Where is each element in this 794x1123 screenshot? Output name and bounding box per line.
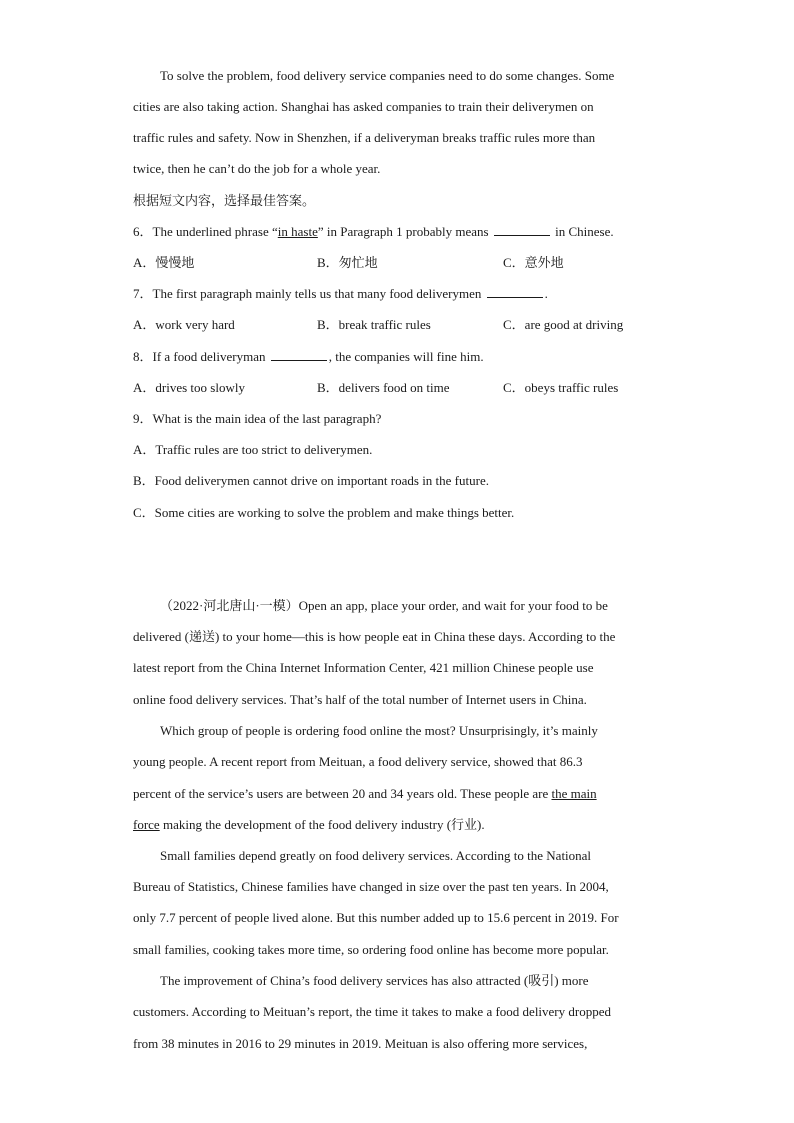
q6-underlined: in haste [277,224,318,239]
question-9: 9．What is the main idea of the last paragraph? [133,411,382,426]
passage-line: delivered (递送) to your home—this is how people eat in China these days. According to the [133,629,616,644]
question-6 [133,224,614,240]
question-7 [133,286,548,302]
underlined-phrase: the main [551,786,597,801]
passage-line [133,786,597,802]
q6-pre: 6．The underlined phrase “ [133,224,278,239]
q9-option-b: B．Food deliverymen cannot drive on important roads in the future. [133,473,489,488]
passage-line: customers. According to Meituan’s report, the time it takes to make a food delivery dropped [133,1004,611,1019]
q8-tail: , the companies will fine him. [328,349,484,364]
q8-option-c: C．obeys traffic rules [503,380,619,395]
question-8 [133,349,484,365]
q9-option-c: C．Some cities are working to solve the problem and make things better. [133,505,515,520]
q7-option-b: B．break traffic rules [317,317,431,332]
q9-option-a: A．Traffic rules are too strict to deliverymen. [133,442,373,457]
q8-option-b: B．delivers food on time [317,380,450,395]
passage-line [133,817,485,833]
passage-line: traffic rules and safety. Now in Shenzhen, if a deliveryman breaks traffic rules more than [133,130,596,145]
q7-pre: 7．The first paragraph mainly tells us that many food deliverymen [133,286,482,301]
q8-pre: 8．If a food deliveryman [133,349,266,364]
passage-line: （2022·河北唐山·一模）Open an app, place your order, and wait for your food to be [160,598,608,613]
q6-tail: in Chinese. [555,224,614,239]
q7-option-a: A．work very hard [133,317,235,332]
q8-option-a: A．drives too slowly [133,380,245,395]
q7-tail: . [544,286,548,301]
passage-line: only 7.7 percent of people lived alone. But this number added up to 15.6 percent in 2019. For [133,910,619,925]
passage-line: from 38 minutes in 2016 to 29 minutes in 2019. Meituan is also offering more services, [133,1036,588,1051]
q6-option-a: A．慢慢地 [133,255,195,270]
q7-option-c: C．are good at driving [503,317,624,332]
text-run: percent of the service’s users are between 20 and 34 years old. These people are [133,786,552,801]
passage-line: To solve the problem, food delivery service companies need to do some changes. Some [160,68,615,83]
passage-line: young people. A recent report from Meituan, a food delivery service, showed that 86.3 [133,754,583,769]
underlined-phrase: force [133,817,160,832]
passage-line: latest report from the China Internet Information Center, 421 million Chinese people use [133,660,594,675]
answer-blank [271,349,327,361]
q6-post: ” in Paragraph 1 probably means [317,224,489,239]
passage-line: The improvement of China’s food delivery services has also attracted (吸引) more [160,973,589,988]
passage-line: cities are also taking action. Shanghai has asked companies to train their deliverymen on [133,99,594,114]
text-run: making the development of the food delivery industry (行业). [159,817,485,832]
passage-line: online food delivery services. That’s half of the total number of Internet users in China. [133,692,587,707]
instruction: 根据短文内容，选择最佳答案。 [133,193,316,208]
passage-line: small families, cooking takes more time, so ordering food online has become more popular. [133,942,609,957]
passage-line: Small families depend greatly on food delivery services. According to the National [160,848,592,863]
answer-blank [487,286,543,298]
q6-option-c: C．意外地 [503,255,564,270]
passage-line: Which group of people is ordering food online the most? Unsurprisingly, it’s mainly [160,723,598,738]
q6-option-b: B．匆忙地 [317,255,378,270]
answer-blank [494,224,550,236]
passage-line: twice, then he can’t do the job for a whole year. [133,161,381,176]
passage-line: Bureau of Statistics, Chinese families have changed in size over the past ten years. In 2004, [133,879,609,894]
